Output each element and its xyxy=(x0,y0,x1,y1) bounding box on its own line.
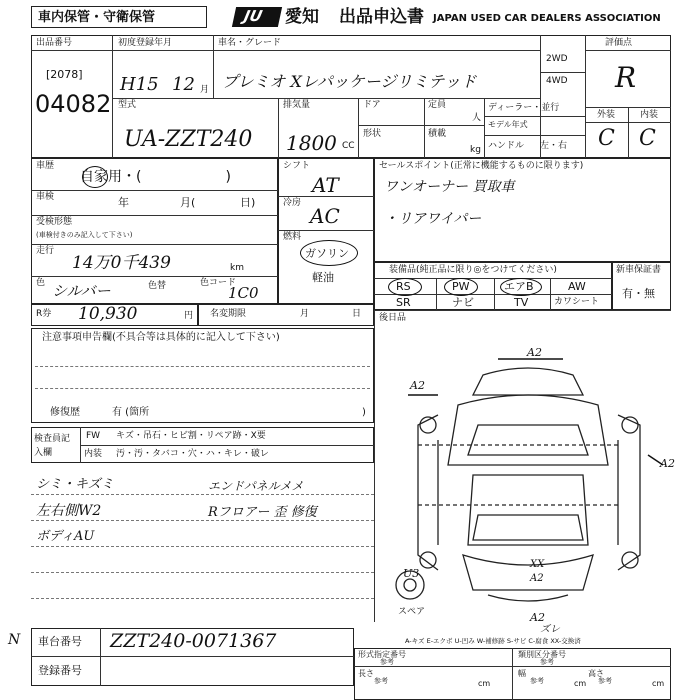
margin-mark: N xyxy=(8,632,21,648)
r-ticket-value: 10,930 xyxy=(78,304,138,324)
equip-navi: ナビ xyxy=(452,296,474,309)
rating-exterior-label: 外装 xyxy=(597,110,616,120)
warranty-label: 新車保証書 xyxy=(616,265,662,275)
lot-sub-number: [2078] xyxy=(46,68,83,81)
ju-logo xyxy=(232,7,282,27)
category-ref: 参考 xyxy=(540,658,554,666)
history-value: 自家用・( ) xyxy=(80,169,231,185)
color-label: 色 xyxy=(36,278,46,288)
equipment-label: 装備品(純正品に限り◎をつけてください) xyxy=(389,265,557,275)
name-change-label: 名変期限 xyxy=(210,309,247,319)
displacement-value: 1800 xyxy=(286,131,337,155)
shift-label: シフト xyxy=(283,161,311,171)
rear-item-label: 後日品 xyxy=(379,313,407,323)
color-value: シルバー xyxy=(52,282,111,300)
vehicle-name-value: プレミオ Xレパッケージリミテッド xyxy=(222,72,477,91)
chassis-label: 車台番号 xyxy=(38,635,82,648)
rating-exterior-value: C xyxy=(598,126,615,151)
length-unit: cm xyxy=(478,679,491,688)
lot-number: 04082 xyxy=(35,90,112,118)
warranty-options: 有・無 xyxy=(622,287,655,300)
rating-label: 評価点 xyxy=(605,38,633,48)
name-change-day: 日 xyxy=(352,309,362,319)
inspector-note-left-1: シミ・キズミ xyxy=(36,477,114,492)
dealer-parallel-label: ディーラー・並行 xyxy=(488,103,560,113)
equip-aw: AW xyxy=(568,280,586,293)
model-value: UA-ZZT240 xyxy=(124,127,253,152)
inspector-note-left-2: 左右側W2 xyxy=(36,503,102,519)
repair-label: 修復歴 xyxy=(50,407,80,418)
rating-interior-label: 内装 xyxy=(640,110,659,120)
width-label: 幅 xyxy=(518,669,526,678)
category-label: 類別区分番号 xyxy=(518,650,566,659)
shift-value: AT xyxy=(312,173,339,197)
notes-label: 注意事項申告欄(不具合等は具体的に記入して下さい) xyxy=(42,332,280,343)
fuel-diesel: 軽油 xyxy=(312,271,334,284)
inspection-day-label: 日) xyxy=(240,196,256,209)
door-label: ドア xyxy=(363,100,381,110)
inspection-label: 車検 xyxy=(36,192,55,202)
repair-value: 有 (箇所 xyxy=(112,407,150,418)
spare-label: スペア xyxy=(398,607,426,617)
chassis-value: ZZT240-0071367 xyxy=(110,630,277,652)
selling-point-1: ワンオーナー 買取車 xyxy=(384,179,515,195)
equip-circle-pw xyxy=(444,278,478,296)
length-label: 長さ xyxy=(358,669,374,678)
color-change-label: 色替 xyxy=(148,281,167,291)
checker-interior-items: 汚・汚・タバコ・穴・ハ・キレ・破レ xyxy=(116,449,269,459)
fuel-label: 燃料 xyxy=(283,232,302,242)
diagram-label-front: A2 xyxy=(527,346,542,359)
handle-options: 左・右 xyxy=(540,141,568,151)
mileage-value: 14万0千439 xyxy=(72,253,171,273)
equip-circle-rs xyxy=(388,278,422,296)
rating-score: R xyxy=(615,61,637,94)
acceptance-label: 受検形態 xyxy=(36,217,73,227)
vehicle-name-label: 車名・グレード xyxy=(218,38,282,48)
equip-circle-airbag xyxy=(500,278,542,296)
inspector-note-left-3: ボディAU xyxy=(36,529,95,544)
diagram-label-left: A2 xyxy=(410,379,425,392)
load-label: 積載 xyxy=(428,129,447,139)
equip-airbag: エアB xyxy=(504,280,534,293)
lot-label: 出品番号 xyxy=(36,38,73,48)
inspector-note-right-1: エンドパネルメメ xyxy=(208,479,304,493)
model-cert-ref: 参考 xyxy=(380,658,394,666)
diagram-label-right: A2 xyxy=(660,457,675,470)
capacity-label: 定員 xyxy=(428,100,447,110)
width-unit: cm xyxy=(574,679,587,688)
r-ticket-unit: 円 xyxy=(184,311,194,321)
load-unit: kg xyxy=(470,145,481,155)
inspector-note-right-2: Rフロアー 歪 修復 xyxy=(208,505,317,520)
diagram-label-spare: U3 xyxy=(403,567,420,580)
equip-tv: TV xyxy=(514,296,529,309)
storage-label-box xyxy=(31,6,207,28)
r-ticket-label: R券 xyxy=(36,309,52,319)
mileage-label: 走行 xyxy=(36,246,55,256)
acceptance-note: (車検付きのみ記入して下さい) xyxy=(36,231,133,239)
equip-leather: カワシート xyxy=(554,297,600,307)
equip-pw: PW xyxy=(452,280,470,293)
color-code-label: 色コード xyxy=(200,278,237,288)
name-change-month: 月 xyxy=(300,309,310,319)
height-ref: 参考 xyxy=(598,677,612,685)
shape-label: 形状 xyxy=(363,129,382,139)
equip-rs: RS xyxy=(396,280,411,293)
org-name: 愛知 xyxy=(285,7,319,27)
handle-label: ハンドル xyxy=(488,141,525,151)
diagram-label-xx: XX xyxy=(530,559,545,570)
ac-value: AC xyxy=(310,204,340,228)
model-label: 型式 xyxy=(118,100,137,110)
reg-number-label: 登録番号 xyxy=(38,664,82,677)
repair-close: ) xyxy=(362,407,366,418)
inspection-year-label: 年 xyxy=(118,196,129,209)
drive-4wd: 4WD xyxy=(546,76,568,86)
checker-fw-label: FW xyxy=(86,431,101,441)
fuel-circle xyxy=(300,240,358,266)
diagram-label-shift: ズレ xyxy=(540,624,560,635)
width-ref: 参考 xyxy=(530,677,544,685)
selling-point-2: ・リアワイパー xyxy=(384,211,482,227)
registration-month-unit: 月 xyxy=(200,85,210,95)
registration-label: 初度登録年月 xyxy=(118,38,173,48)
rating-interior-value: C xyxy=(639,126,656,151)
checker-label: 検査員記入欄 xyxy=(34,434,71,458)
model-year-label: モデル年式 xyxy=(488,120,528,129)
displacement-unit: CC xyxy=(342,141,355,151)
displacement-label: 排気量 xyxy=(283,100,311,110)
capacity-unit: 人 xyxy=(472,113,482,123)
selling-points-label: セールスポイント(正常に機能するものに限ります) xyxy=(379,161,584,171)
registration-era-year: H15 xyxy=(120,74,159,95)
fuel-gasoline: ガソリン xyxy=(305,247,349,260)
height-label: 高さ xyxy=(588,669,604,678)
english-name: JAPAN USED CAR DEALERS ASSOCIATION xyxy=(433,13,661,24)
checker-fw-items: キズ・吊石・ヒビ割・リペア跡・X要 xyxy=(116,431,266,441)
diagram-label-rear: A2 xyxy=(530,611,545,624)
form-title: 出品申込書 xyxy=(339,7,424,27)
history-label: 車歴 xyxy=(36,161,55,171)
length-ref: 参考 xyxy=(374,677,388,685)
registration-month: 12 xyxy=(172,74,195,95)
diagram-legend: A-キズ E-エクボ U-凹み W-補修跡 S-サビ C-腐食 XX-交換済 xyxy=(405,637,581,645)
drive-2wd: 2WD xyxy=(546,54,568,64)
inspection-month-label: 月( xyxy=(180,196,196,209)
color-code-value: 1C0 xyxy=(228,284,259,302)
checker-interior-label: 内装 xyxy=(84,449,103,459)
equip-sr: SR xyxy=(396,296,411,309)
model-cert-label: 形式指定番号 xyxy=(358,650,406,659)
ju-logo-text: JU xyxy=(242,7,264,25)
ac-label: 冷房 xyxy=(283,198,302,208)
storage-label: 車内保管・守衛保管 xyxy=(38,10,156,25)
diagram-label-rear-floor: A2 xyxy=(530,573,544,584)
selling-points-box xyxy=(374,158,671,262)
history-circle xyxy=(82,166,108,188)
height-unit: cm xyxy=(652,679,665,688)
mileage-unit: km xyxy=(230,263,244,273)
